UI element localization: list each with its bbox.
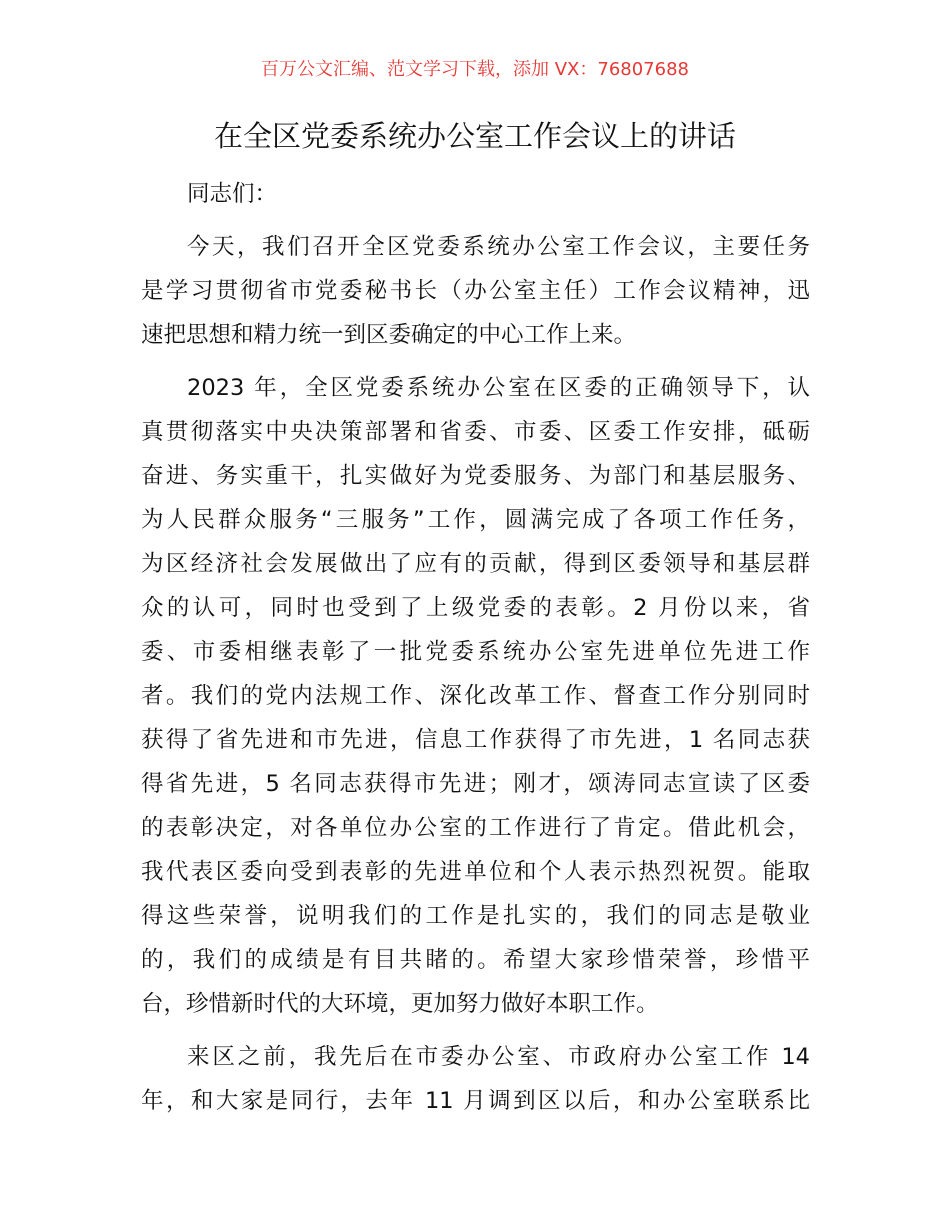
paragraph (141, 366, 810, 1026)
paragraph-line: 的，我们的成绩是有目共睹的。希望大家珍惜荣誉，珍惜平 (141, 947, 810, 973)
paragraph-line: 获得了省先进和市先进，信息工作获得了市先进，1 名同志获 (141, 727, 810, 753)
paragraph-line: 我代表区委向受到表彰的先进单位和个人表示热烈祝贺。能取 (141, 859, 810, 885)
paragraph-line: 是学习贯彻省市党委秘书长（办公室主任）工作会议精神，迅 (141, 278, 810, 304)
paragraph-line: 者。我们的党内法规工作、深化改革工作、督查工作分别同时 (141, 683, 810, 709)
paragraph-line: 2023 年，全区党委系统办公室在区委的正确领导下，认 (187, 375, 810, 401)
paragraph-line: 得这些荣誉，说明我们的工作是扎实的，我们的同志是敬业 (141, 903, 810, 929)
paragraph-line: 为区经济社会发展做出了应有的贡献，得到区委领导和基层群 (141, 551, 810, 577)
paragraph-line: 为人民群众服务“三服务”工作，圆满完成了各项工作任务， (141, 507, 810, 533)
paragraph (141, 225, 810, 357)
watermark-header: 百万公文汇编、范文学习下载，添加 VX：76807688 (261, 59, 689, 80)
document-title: 在全区党委系统办公室工作会议上的讲话 (213, 119, 736, 153)
salutation-text: 同志们： (187, 181, 278, 207)
paragraph-line: 台，珍惜新时代的大环境，更加努力做好本职工作。 (141, 991, 659, 1017)
document-body (141, 172, 810, 1132)
salutation (141, 172, 810, 216)
paragraph (141, 1035, 810, 1123)
paragraph-line: 得省先进，5 名同志获得市先进；刚才，颂涛同志宣读了区委 (141, 771, 810, 797)
paragraph-line: 真贯彻落实中央决策部署和省委、市委、区委工作安排，砥砺 (141, 419, 810, 445)
paragraph-line: 今天，我们召开全区党委系统办公室工作会议，主要任务 (187, 234, 810, 260)
paragraph-line: 众的认可，同时也受到了上级党委的表彰。2 月份以来，省 (141, 595, 810, 621)
paragraph-line: 速把思想和精力统一到区委确定的中心工作上来。 (141, 322, 637, 348)
paragraph-line: 年，和大家是同行，去年 11 月调到区以后，和办公室联系比 (141, 1088, 810, 1114)
paragraph-line: 的表彰决定，对各单位办公室的工作进行了肯定。借此机会， (141, 815, 810, 841)
paragraph-line: 委、市委相继表彰了一批党委系统办公室先进单位先进工作 (141, 639, 810, 665)
paragraph-line: 来区之前，我先后在市委办公室、市政府办公室工作 14 (187, 1044, 810, 1070)
paragraph-line: 奋进、务实重干，扎实做好为党委服务、为部门和基层服务、 (141, 463, 810, 489)
paragraphs (141, 225, 810, 1123)
